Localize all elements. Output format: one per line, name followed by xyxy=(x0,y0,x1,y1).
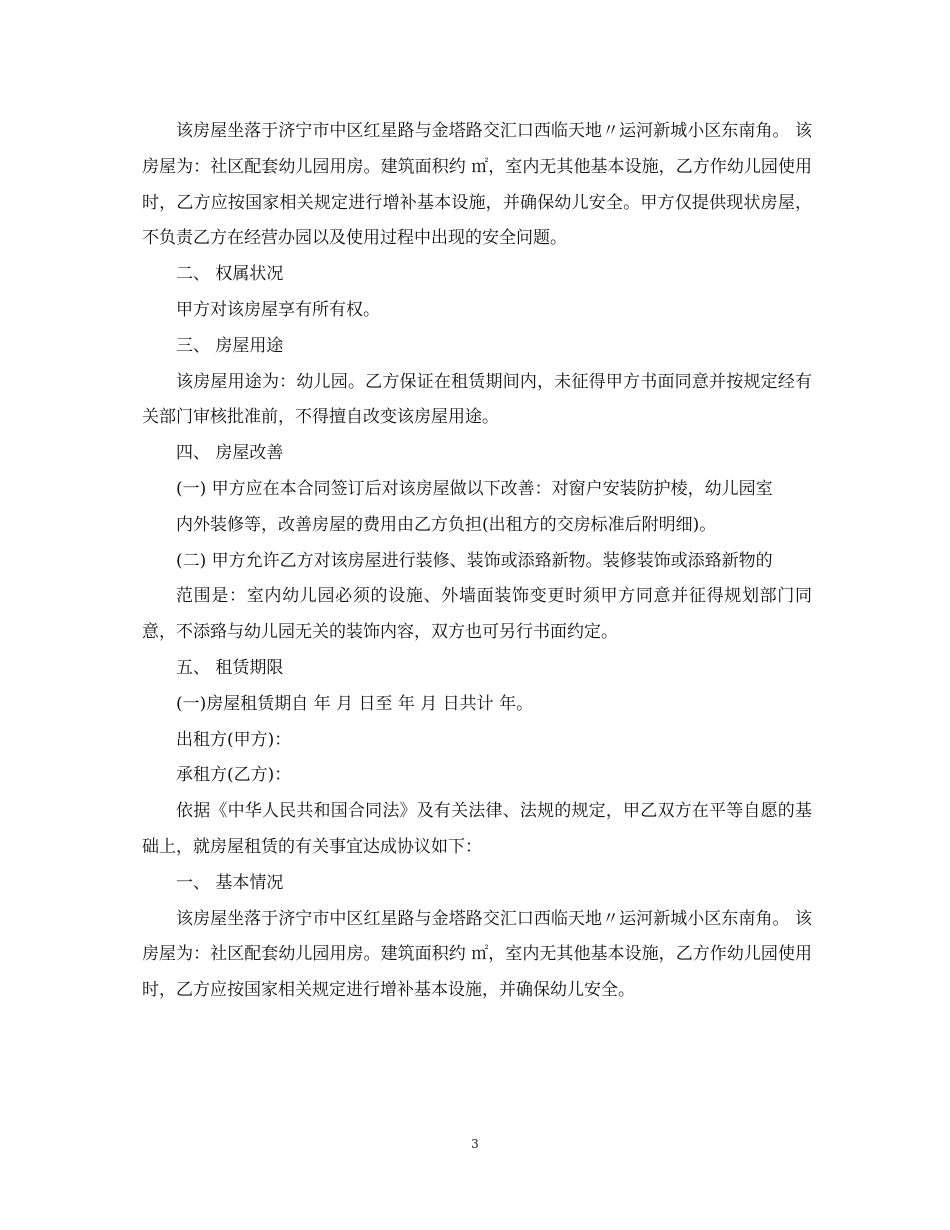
paragraph-improvement-1-cont: 内外装修等，改善房屋的费用由乙方负担(出租方的交房标准后附明细)。 xyxy=(176,514,717,535)
paragraph-location-repeat: 该房屋坐落于济宁市中区红星路与金塔路交汇口西临天地〃运河新城小区东南角。 该房屋为：社区配套幼儿园用房。建筑面积约 ㎡，室内无其他基本设施，乙方作幼儿园使用时，乙方应按国家相关规定进行增补基本设施，并确保幼儿安全。 xyxy=(142,908,812,1001)
heading-improvement: 四、 房屋改善 xyxy=(176,443,284,464)
heading-usage: 三、 房屋用途 xyxy=(176,335,284,356)
lessor-line: 出租方(甲方)： xyxy=(176,729,292,750)
paragraph-improvement-1: (一) 甲方应在本合同签订后对该房屋做以下改善：对窗户安装防护棱，幼儿园室 xyxy=(176,478,773,499)
heading-ownership: 二、 权属状况 xyxy=(176,264,284,285)
paragraph-location: 该房屋坐落于济宁市中区红星路与金塔路交汇口西临天地〃运河新城小区东南角。 该房屋为：社区配套幼儿园用房。建筑面积约 ㎡，室内无其他基本设施，乙方作幼儿园使用时，乙方应按国家相关规定进行增补基本设施，并确保幼儿安全。甲方仅提供现状房屋，不负责乙方在经营办园以及使用过程中出现的安全问题。 xyxy=(142,121,812,249)
paragraph-improvement-2: (二) 甲方允许乙方对该房屋进行装修、装饰或添臵新物。装修装饰或添臵新物的 xyxy=(176,550,773,571)
heading-basic-info: 一、 基本情况 xyxy=(176,872,284,893)
paragraph-lease-term: (一)房屋租赁期自 年 月 日至 年 月 日共计 年。 xyxy=(176,693,534,714)
paragraph-usage: 该房屋用途为：幼儿园。乙方保证在租赁期间内，未征得甲方书面同意并按规定经有关部门审核批准前，不得擅自改变该房屋用途。 xyxy=(142,371,812,428)
lessee-line: 承租方(乙方)： xyxy=(176,765,292,786)
document-body xyxy=(142,114,812,1009)
paragraph-improvement-2-cont: 范围是：室内幼儿园必须的设施、外墙面装饰变更时须甲方同意并征得规划部门同意，不添臵与幼儿园无关的装饰内容，双方也可另行书面约定。 xyxy=(142,586,812,643)
page-number: 3 xyxy=(471,1137,479,1151)
heading-lease-term: 五、 租赁期限 xyxy=(176,657,284,678)
paragraph-ownership: 甲方对该房屋享有所有权。 xyxy=(176,299,380,320)
paragraph-basis: 依据《中华人民共和国合同法》及有关法律、法规的规定，甲乙双方在平等自愿的基础上，就房屋租赁的有关事宜达成协议如下： xyxy=(142,801,812,857)
